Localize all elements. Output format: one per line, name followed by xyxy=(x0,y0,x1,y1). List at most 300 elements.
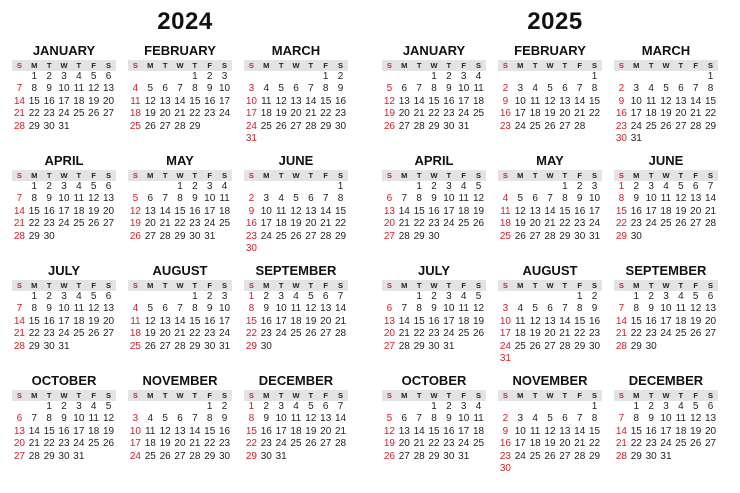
weekday-label: W xyxy=(430,391,438,400)
day-grid xyxy=(244,401,348,463)
day-number: 20 xyxy=(320,425,332,437)
day-grid xyxy=(128,71,232,133)
day-number: 6 xyxy=(562,413,568,425)
day-number: 8 xyxy=(337,193,344,205)
day-number: 4 xyxy=(460,291,467,302)
day-number: 11 xyxy=(458,193,469,205)
month-october xyxy=(382,372,486,463)
weekday-label: S xyxy=(222,281,228,290)
day-number: 15 xyxy=(589,95,601,107)
day-number: 8 xyxy=(248,303,255,315)
day-number: 1 xyxy=(431,71,437,82)
day-grid xyxy=(244,291,348,353)
day-number: 16 xyxy=(260,425,272,437)
day-number: 16 xyxy=(260,315,272,327)
weekday-label: S xyxy=(592,171,598,180)
day-number: 28 xyxy=(413,120,425,132)
day-number: 31 xyxy=(458,120,470,132)
month-march xyxy=(614,42,718,145)
day-number: 13 xyxy=(544,315,556,327)
day-number: 24 xyxy=(58,328,70,340)
day-number: 19 xyxy=(159,438,171,450)
day-number: 1 xyxy=(591,71,598,82)
month-november xyxy=(128,372,232,463)
day-number: 14 xyxy=(690,95,702,107)
day-number: 22 xyxy=(245,328,257,340)
day-number: 26 xyxy=(690,438,702,450)
weekday-label: W xyxy=(430,61,438,70)
day-number: 27 xyxy=(320,328,332,340)
day-number: 1 xyxy=(31,71,38,82)
day-number: 7 xyxy=(416,413,422,425)
day-number: 9 xyxy=(633,193,640,205)
day-number: 16 xyxy=(443,425,455,437)
day-number: 3 xyxy=(61,181,67,192)
empty-day-cell xyxy=(688,71,703,83)
empty-day-cell xyxy=(397,401,412,413)
day-number: 26 xyxy=(305,328,317,340)
day-number: 11 xyxy=(660,193,672,205)
day-number: 14 xyxy=(189,425,201,437)
day-number: 1 xyxy=(562,181,568,192)
day-number: 15 xyxy=(189,315,201,327)
day-number: 14 xyxy=(398,205,410,217)
day-number: 13 xyxy=(690,193,702,205)
weekday-header xyxy=(614,170,718,181)
day-number: 1 xyxy=(416,181,422,192)
day-number: 1 xyxy=(46,401,52,412)
day-number: 12 xyxy=(88,193,100,205)
day-number: 29 xyxy=(630,450,642,462)
day-number: 31 xyxy=(499,352,511,364)
weekday-header xyxy=(12,60,116,71)
day-number: 16 xyxy=(204,95,216,107)
empty-day-cell xyxy=(12,71,27,83)
day-number: 5 xyxy=(293,193,299,205)
day-number: 15 xyxy=(615,205,627,217)
day-number: 21 xyxy=(615,328,627,340)
day-number: 27 xyxy=(398,120,410,132)
weekday-label: W xyxy=(292,61,300,70)
day-number: 12 xyxy=(514,205,526,217)
empty-day-cell xyxy=(614,71,629,83)
day-number: 27 xyxy=(383,230,395,242)
day-number: 24 xyxy=(443,328,455,340)
day-number: 25 xyxy=(529,120,541,132)
day-number: 5 xyxy=(132,193,139,205)
day-number: 27 xyxy=(159,340,171,352)
day-number: 17 xyxy=(58,315,70,327)
month-name: APRIL xyxy=(414,153,454,168)
day-number: 18 xyxy=(473,95,485,107)
day-number: 16 xyxy=(219,425,231,437)
day-number: 2 xyxy=(192,181,198,192)
day-number: 21 xyxy=(335,315,347,327)
day-number: 29 xyxy=(630,340,642,352)
day-number: 5 xyxy=(105,401,112,412)
day-number: 4 xyxy=(76,181,82,192)
day-number: 28 xyxy=(13,120,25,132)
weekday-label: W xyxy=(662,391,670,400)
day-number: 12 xyxy=(103,413,115,425)
day-number: 4 xyxy=(293,291,299,302)
weekday-label: M xyxy=(31,281,38,290)
day-number: 26 xyxy=(514,230,526,242)
day-number: 16 xyxy=(443,95,455,107)
day-number: 26 xyxy=(675,218,687,230)
day-number: 29 xyxy=(589,450,601,462)
day-number: 14 xyxy=(13,205,25,217)
day-number: 25 xyxy=(514,340,526,352)
day-number: 28 xyxy=(615,340,627,352)
day-number: 18 xyxy=(73,315,85,327)
day-number: 3 xyxy=(263,193,270,205)
day-number: 12 xyxy=(290,205,302,217)
day-number: 19 xyxy=(88,315,100,327)
empty-day-cell xyxy=(289,71,304,83)
month-name: JULY xyxy=(47,263,81,278)
day-number: 20 xyxy=(383,218,395,230)
day-grid xyxy=(128,401,232,463)
day-number: 13 xyxy=(290,95,302,107)
day-number: 6 xyxy=(105,291,112,302)
day-number: 5 xyxy=(308,401,314,412)
day-number: 4 xyxy=(263,83,270,95)
day-number: 4 xyxy=(90,401,97,412)
day-number: 9 xyxy=(61,413,67,425)
weekday-label: S xyxy=(476,391,482,400)
day-number: 25 xyxy=(275,230,287,242)
day-number: 26 xyxy=(290,230,302,242)
weekday-label: W xyxy=(60,171,68,180)
day-number: 28 xyxy=(574,450,586,462)
day-number: 5 xyxy=(663,83,669,95)
day-grid xyxy=(614,181,718,243)
empty-day-cell xyxy=(543,291,558,303)
weekday-label: W xyxy=(176,61,184,70)
day-number: 28 xyxy=(335,328,347,340)
day-number: 26 xyxy=(144,120,156,132)
day-number: 9 xyxy=(206,83,213,95)
day-number: 16 xyxy=(428,205,440,217)
day-number: 11 xyxy=(473,83,484,95)
day-number: 11 xyxy=(261,95,272,107)
day-number: 15 xyxy=(43,425,55,437)
day-number: 29 xyxy=(428,120,440,132)
weekday-label: W xyxy=(430,281,438,290)
day-number: 30 xyxy=(260,340,272,352)
day-number: 2 xyxy=(591,291,598,302)
day-number: 9 xyxy=(46,303,52,315)
day-number: 17 xyxy=(245,108,257,120)
day-number: 22 xyxy=(705,108,717,120)
day-number: 24 xyxy=(129,450,141,462)
day-number: 9 xyxy=(446,83,452,95)
day-number: 27 xyxy=(383,340,395,352)
empty-day-cell xyxy=(143,71,158,83)
weekday-label: S xyxy=(386,391,392,400)
day-number: 21 xyxy=(174,108,186,120)
day-number: 13 xyxy=(305,205,317,217)
day-number: 6 xyxy=(177,413,183,425)
day-number: 14 xyxy=(174,315,186,327)
day-number: 13 xyxy=(398,95,410,107)
day-number: 27 xyxy=(103,108,115,120)
day-number: 14 xyxy=(335,413,347,425)
day-number: 14 xyxy=(413,425,425,437)
day-number: 13 xyxy=(103,83,115,95)
day-number: 9 xyxy=(46,193,52,205)
day-number: 7 xyxy=(401,193,408,205)
empty-day-cell xyxy=(187,401,202,413)
day-number: 12 xyxy=(144,95,156,107)
day-number: 14 xyxy=(13,315,25,327)
weekday-label: S xyxy=(618,171,624,180)
day-number: 27 xyxy=(675,120,687,132)
day-number: 7 xyxy=(177,83,183,95)
day-number: 18 xyxy=(660,205,672,217)
day-number: 28 xyxy=(705,218,717,230)
day-number: 28 xyxy=(189,450,201,462)
weekday-label: T xyxy=(678,171,684,180)
month-name: MARCH xyxy=(641,43,691,58)
day-number: 17 xyxy=(443,315,455,327)
empty-day-cell xyxy=(528,71,543,83)
empty-day-cell xyxy=(244,181,259,193)
day-number: 20 xyxy=(529,218,541,230)
day-number: 13 xyxy=(320,303,332,315)
weekday-label: S xyxy=(618,61,624,70)
weekday-label: F xyxy=(461,61,466,70)
day-number: 25 xyxy=(529,450,541,462)
day-number: 12 xyxy=(660,95,672,107)
day-number: 17 xyxy=(219,315,231,327)
day-number: 11 xyxy=(290,413,302,425)
weekday-label: T xyxy=(46,61,52,70)
weekday-header xyxy=(614,280,718,291)
weekday-label: F xyxy=(207,391,212,400)
day-number: 9 xyxy=(263,413,270,425)
day-number: 17 xyxy=(458,425,470,437)
day-number: 12 xyxy=(88,303,100,315)
weekday-label: S xyxy=(386,171,392,180)
day-number: 29 xyxy=(335,230,347,242)
day-number: 8 xyxy=(591,413,598,425)
weekday-label: S xyxy=(16,281,22,290)
day-number: 28 xyxy=(13,230,25,242)
day-number: 1 xyxy=(31,291,38,302)
day-number: 4 xyxy=(76,291,82,302)
day-number: 2 xyxy=(221,401,228,412)
month-june xyxy=(244,152,348,255)
day-number: 2 xyxy=(206,71,213,82)
empty-day-cell xyxy=(27,401,42,413)
year-2025-calendar xyxy=(375,0,735,493)
weekday-label: F xyxy=(91,61,96,70)
day-number: 8 xyxy=(633,303,640,315)
day-grid xyxy=(498,181,602,243)
day-number: 28 xyxy=(28,450,40,462)
weekday-header xyxy=(128,390,232,401)
day-number: 10 xyxy=(514,425,526,437)
day-number: 25 xyxy=(129,340,141,352)
day-number: 9 xyxy=(502,95,509,107)
day-number: 18 xyxy=(675,425,687,437)
day-number: 16 xyxy=(574,205,586,217)
day-number: 15 xyxy=(428,95,440,107)
day-number: 7 xyxy=(707,181,714,192)
day-number: 13 xyxy=(320,413,332,425)
day-number: 23 xyxy=(443,108,455,120)
weekday-label: M xyxy=(633,171,640,180)
day-number: 10 xyxy=(58,83,70,95)
empty-day-cell xyxy=(173,401,188,413)
day-number: 11 xyxy=(130,315,141,327)
day-number: 4 xyxy=(678,291,684,302)
day-number: 21 xyxy=(559,328,571,340)
day-number: 22 xyxy=(559,218,571,230)
weekday-header xyxy=(498,280,602,291)
empty-day-cell xyxy=(158,71,173,83)
month-february xyxy=(498,42,602,133)
day-number: 29 xyxy=(413,340,425,352)
weekday-label: T xyxy=(532,281,538,290)
day-number: 14 xyxy=(615,315,627,327)
day-number: 8 xyxy=(322,83,329,95)
day-number: 24 xyxy=(73,438,85,450)
day-number: 18 xyxy=(129,108,141,120)
day-number: 30 xyxy=(645,450,657,462)
day-number: 28 xyxy=(13,340,25,352)
day-number: 22 xyxy=(204,438,216,450)
weekday-label: T xyxy=(46,281,52,290)
day-number: 9 xyxy=(618,95,625,107)
weekday-label: T xyxy=(416,391,422,400)
day-number: 7 xyxy=(192,413,198,425)
day-number: 9 xyxy=(648,303,654,315)
day-number: 17 xyxy=(129,438,141,450)
empty-day-cell xyxy=(543,401,558,413)
day-number: 29 xyxy=(413,230,425,242)
day-number: 9 xyxy=(192,193,198,205)
day-number: 11 xyxy=(290,303,302,315)
day-number: 1 xyxy=(591,401,598,412)
day-number: 10 xyxy=(660,303,672,315)
month-september xyxy=(244,262,348,353)
day-number: 19 xyxy=(529,328,541,340)
day-number: 22 xyxy=(28,108,40,120)
day-number: 18 xyxy=(73,205,85,217)
empty-day-cell xyxy=(12,291,27,303)
weekday-label: F xyxy=(323,391,328,400)
day-number: 15 xyxy=(589,425,601,437)
day-number: 1 xyxy=(431,401,437,412)
day-number: 1 xyxy=(248,291,255,302)
day-grid xyxy=(498,71,602,133)
day-number: 16 xyxy=(499,438,511,450)
month-name: AUGUST xyxy=(522,263,578,278)
weekday-label: M xyxy=(517,171,524,180)
day-number: 10 xyxy=(204,193,216,205)
weekday-label: F xyxy=(577,281,582,290)
day-number: 10 xyxy=(260,205,272,217)
day-number: 21 xyxy=(615,438,627,450)
empty-day-cell xyxy=(128,291,143,303)
month-name: SEPTEMBER xyxy=(625,263,707,278)
day-number: 17 xyxy=(219,95,231,107)
weekday-header xyxy=(12,170,116,181)
day-number: 30 xyxy=(204,340,216,352)
weekday-label: T xyxy=(562,391,568,400)
day-number: 24 xyxy=(458,438,470,450)
weekday-label: W xyxy=(60,391,68,400)
day-number: 29 xyxy=(320,120,332,132)
day-number: 19 xyxy=(690,425,702,437)
day-grid xyxy=(12,71,116,133)
day-number: 7 xyxy=(322,193,329,205)
weekday-label: T xyxy=(76,281,82,290)
weekday-label: S xyxy=(708,391,714,400)
day-number: 25 xyxy=(219,218,231,230)
empty-day-cell xyxy=(303,71,318,83)
weekday-label: M xyxy=(31,391,38,400)
day-number: 29 xyxy=(28,230,40,242)
day-number: 23 xyxy=(219,438,231,450)
day-number: 29 xyxy=(189,120,201,132)
day-number: 18 xyxy=(88,425,100,437)
empty-day-cell xyxy=(629,71,644,83)
weekday-label: W xyxy=(60,281,68,290)
weekday-label: M xyxy=(517,281,524,290)
month-april xyxy=(12,152,116,243)
day-number: 13 xyxy=(383,205,395,217)
weekday-label: W xyxy=(292,391,300,400)
day-number: 4 xyxy=(278,193,284,205)
day-number: 12 xyxy=(529,315,541,327)
day-number: 15 xyxy=(335,205,347,217)
day-number: 19 xyxy=(383,438,395,450)
day-number: 26 xyxy=(383,450,395,462)
empty-day-cell xyxy=(513,71,528,83)
weekday-label: W xyxy=(292,171,300,180)
month-name: SEPTEMBER xyxy=(255,263,337,278)
day-number: 22 xyxy=(245,438,257,450)
day-number: 6 xyxy=(105,71,112,82)
day-number: 3 xyxy=(502,303,509,315)
day-number: 16 xyxy=(43,95,55,107)
day-number: 22 xyxy=(615,218,627,230)
weekday-label: S xyxy=(502,61,508,70)
day-number: 19 xyxy=(690,315,702,327)
weekday-label: S xyxy=(106,391,112,400)
day-number: 20 xyxy=(559,108,571,120)
weekday-label: T xyxy=(192,281,198,290)
weekday-label: T xyxy=(308,171,314,180)
weekday-label: F xyxy=(461,171,466,180)
day-number: 8 xyxy=(562,193,568,205)
day-number: 14 xyxy=(615,425,627,437)
empty-day-cell xyxy=(397,181,412,193)
day-number: 2 xyxy=(263,401,270,412)
day-number: 15 xyxy=(320,95,332,107)
day-number: 20 xyxy=(290,108,302,120)
day-number: 7 xyxy=(547,193,553,205)
day-number: 10 xyxy=(58,303,70,315)
weekday-label: M xyxy=(147,391,154,400)
weekday-label: T xyxy=(162,391,168,400)
day-number: 5 xyxy=(162,413,168,425)
weekday-label: T xyxy=(192,171,198,180)
